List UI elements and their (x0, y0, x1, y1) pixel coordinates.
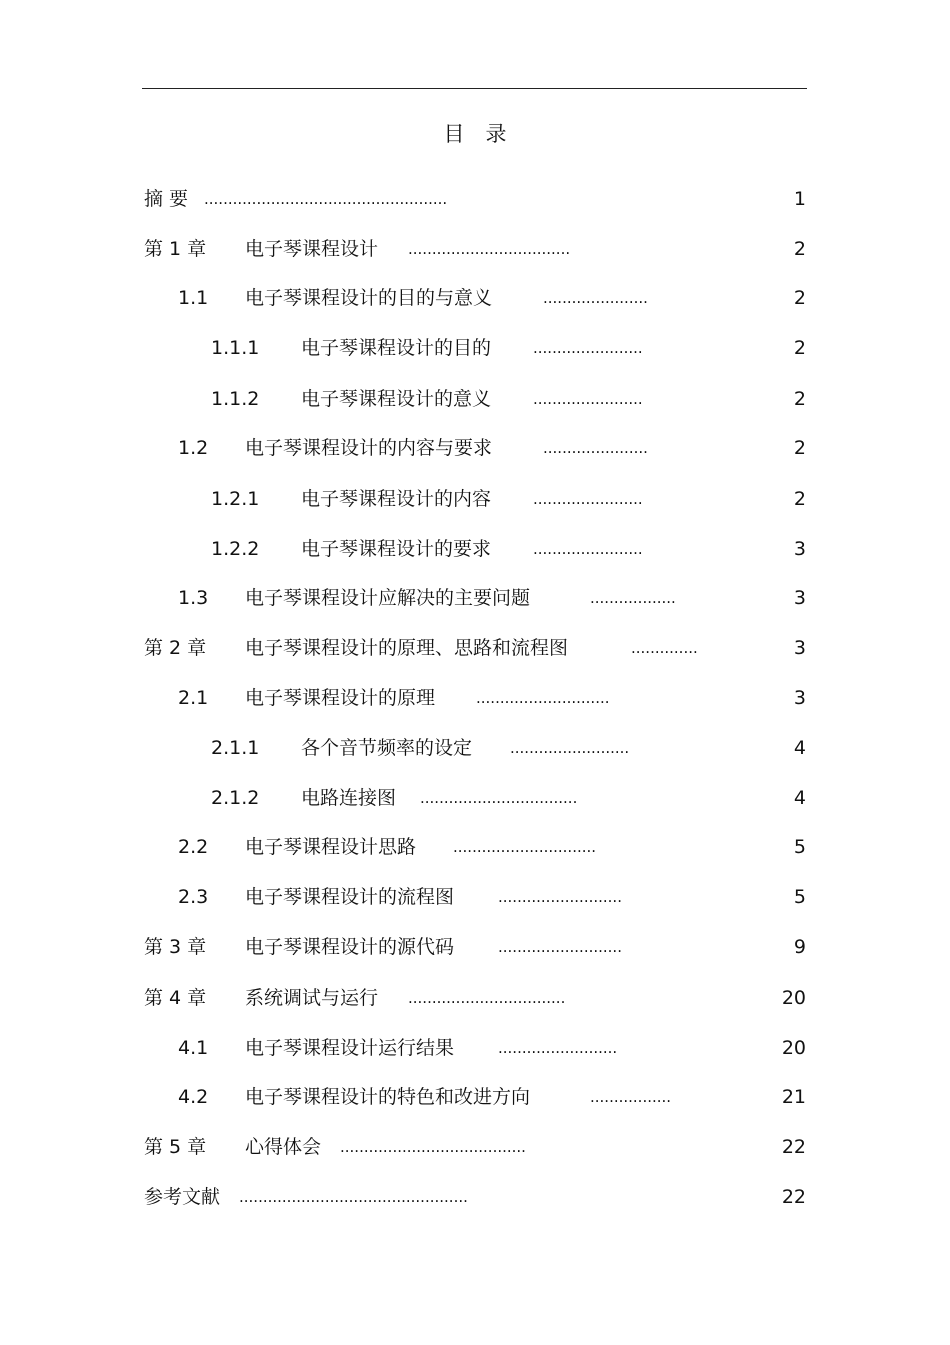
toc-entry-leader: ......................... (510, 739, 630, 757)
toc-entry-page: 1 (793, 188, 806, 210)
toc-entry-number: 1.3 (178, 587, 209, 609)
toc-entry-leader: ................................................ (239, 1188, 468, 1206)
toc-entry-label: 电子琴课程设计的内容与要求 (245, 437, 493, 459)
toc-entry-page: 2 (793, 388, 806, 410)
toc-entry-section-1-1[interactable] (0, 283, 950, 313)
toc-entry-number: 摘 要 (144, 188, 189, 210)
toc-entry-section-2-1[interactable] (0, 683, 950, 713)
toc-entry-leader: ................................................... (204, 190, 448, 208)
toc-entry-chapter-3[interactable] (0, 932, 950, 962)
toc-entry-label: 电子琴课程设计的源代码 (245, 936, 455, 958)
toc-entry-leader: .......................... (498, 888, 622, 906)
toc-entry-leader: ................. (590, 1088, 672, 1106)
toc-entry-leader: ................................. (408, 989, 566, 1007)
toc-entry-section-1-3[interactable] (0, 583, 950, 613)
toc-entry-number: 第 2 章 (144, 637, 207, 659)
toc-entry-number: 1.1.2 (211, 388, 260, 410)
toc-entry-number: 2.2 (178, 836, 209, 858)
toc-entry-section-4-1[interactable] (0, 1033, 950, 1063)
toc-entry-leader: ...................... (543, 439, 648, 457)
toc-entry-number: 1.2.1 (211, 488, 260, 510)
toc-entry-leader: ....................... (533, 339, 643, 357)
toc-entry-page: 3 (793, 637, 806, 659)
toc-entry-label: 电子琴课程设计运行结果 (245, 1037, 455, 1059)
toc-entry-label: 电子琴课程设计的内容 (301, 488, 492, 510)
toc-entry-leader: ....................................... (340, 1138, 526, 1156)
toc-entry-chapter-1[interactable] (0, 234, 950, 264)
toc-entry-number: 第 4 章 (144, 987, 207, 1009)
toc-entry-label: 电子琴课程设计的目的与意义 (245, 287, 493, 309)
toc-entry-number: 2.3 (178, 886, 209, 908)
toc-entry-label: 各个音节频率的设定 (301, 737, 473, 759)
toc-entry-abstract[interactable] (0, 184, 950, 214)
toc-entry-number: 第 1 章 (144, 238, 207, 260)
toc-entry-section-2-3[interactable] (0, 882, 950, 912)
toc-entry-section-4-2[interactable] (0, 1082, 950, 1112)
toc-entry-page: 5 (793, 836, 806, 858)
toc-entry-page: 2 (793, 238, 806, 260)
toc-entry-number: 1.1.1 (211, 337, 260, 359)
toc-entry-label: 电子琴课程设计的目的 (301, 337, 492, 359)
toc-entry-number: 第 5 章 (144, 1136, 207, 1158)
toc-entry-number: 2.1 (178, 687, 209, 709)
toc-entry-section-1-2[interactable] (0, 433, 950, 463)
toc-entry-leader: ............................ (476, 689, 610, 707)
toc-entry-label: 电子琴课程设计应解决的主要问题 (245, 587, 531, 609)
toc-entry-leader: ................................. (420, 789, 578, 807)
toc-entry-number: 1.2.2 (211, 538, 260, 560)
toc-entry-page: 3 (793, 538, 806, 560)
header-rule (142, 88, 807, 89)
toc-entry-leader: .............. (631, 639, 698, 657)
toc-title: 目 录 (443, 122, 507, 146)
toc-entry-label: 系统调试与运行 (245, 987, 379, 1009)
toc-entry-chapter-4[interactable] (0, 983, 950, 1013)
toc-entry-page: 21 (781, 1086, 806, 1108)
toc-entry-number: 4.2 (178, 1086, 209, 1108)
toc-entry-section-1-2-1[interactable] (0, 484, 950, 514)
toc-entry-leader: .................. (590, 589, 676, 607)
toc-entry-references[interactable] (0, 1182, 950, 1212)
toc-entry-leader: .............................. (453, 838, 597, 856)
toc-entry-label: 电子琴课程设计的原理、思路和流程图 (245, 637, 569, 659)
toc-entry-number: 参考文献 (144, 1186, 221, 1208)
toc-entry-section-2-2[interactable] (0, 832, 950, 862)
toc-entry-label: 电路连接图 (301, 787, 397, 809)
toc-entry-page: 5 (793, 886, 806, 908)
toc-entry-chapter-5[interactable] (0, 1132, 950, 1162)
toc-entry-label: 电子琴课程设计 (245, 238, 379, 260)
toc-entry-label: 电子琴课程设计思路 (245, 836, 417, 858)
toc-entry-number: 1.2 (178, 437, 209, 459)
toc-entry-page: 2 (793, 488, 806, 510)
toc-entry-label: 电子琴课程设计的原理 (245, 687, 436, 709)
toc-entry-section-2-1-2[interactable] (0, 783, 950, 813)
toc-entry-page: 9 (793, 936, 806, 958)
toc-entry-leader: .......................... (498, 938, 622, 956)
toc-entry-section-1-1-2[interactable] (0, 384, 950, 414)
toc-entry-leader: ....................... (533, 490, 643, 508)
toc-entry-label: 电子琴课程设计的特色和改进方向 (245, 1086, 531, 1108)
toc-entry-leader: ....................... (533, 390, 643, 408)
toc-entry-page: 2 (793, 437, 806, 459)
toc-entry-section-2-1-1[interactable] (0, 733, 950, 763)
toc-entry-number: 2.1.2 (211, 787, 260, 809)
toc-entry-number: 1.1 (178, 287, 209, 309)
toc-entry-number: 4.1 (178, 1037, 209, 1059)
toc-entry-section-1-1-1[interactable] (0, 333, 950, 363)
toc-entry-number: 第 3 章 (144, 936, 207, 958)
toc-entry-page: 2 (793, 337, 806, 359)
toc-entry-section-1-2-2[interactable] (0, 534, 950, 564)
toc-entry-page: 22 (781, 1186, 806, 1208)
toc-entry-page: 4 (793, 737, 806, 759)
toc-entry-leader: ......................... (498, 1039, 618, 1057)
toc-entry-leader: ....................... (533, 540, 643, 558)
toc-entry-leader: .................................. (408, 240, 571, 258)
toc-entry-label: 电子琴课程设计的要求 (301, 538, 492, 560)
toc-entry-page: 20 (781, 1037, 806, 1059)
toc-entry-label: 心得体会 (245, 1136, 322, 1158)
toc-entry-page: 4 (793, 787, 806, 809)
toc-entry-leader: ...................... (543, 289, 648, 307)
toc-entry-page: 2 (793, 287, 806, 309)
toc-entry-label: 电子琴课程设计的意义 (301, 388, 492, 410)
toc-entry-page: 22 (781, 1136, 806, 1158)
toc-entry-label: 电子琴课程设计的流程图 (245, 886, 455, 908)
toc-entry-page: 3 (793, 687, 806, 709)
toc-entry-page: 20 (781, 987, 806, 1009)
toc-entry-page: 3 (793, 587, 806, 609)
toc-entry-number: 2.1.1 (211, 737, 260, 759)
toc-entry-chapter-2[interactable] (0, 633, 950, 663)
